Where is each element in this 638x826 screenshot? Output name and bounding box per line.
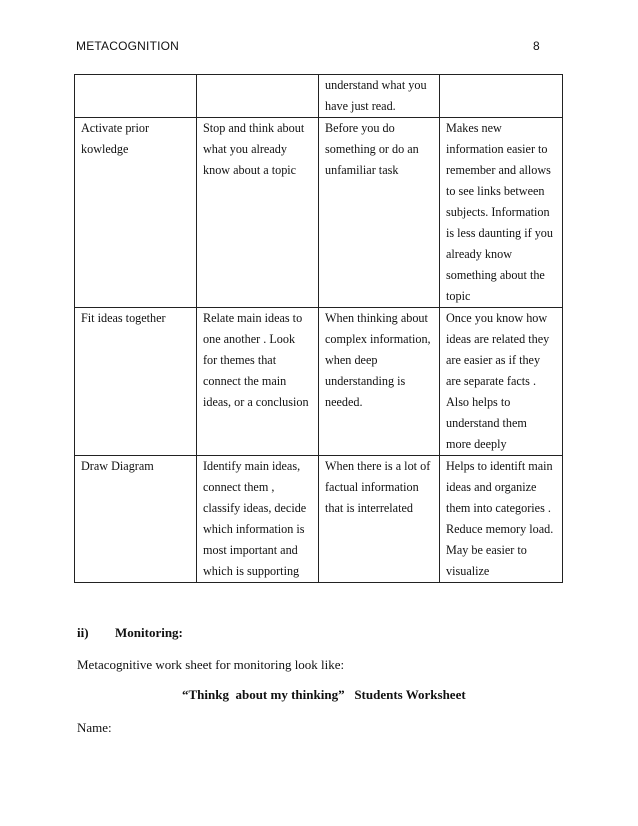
cell-line: Makes new bbox=[446, 121, 502, 135]
cell-line: is less daunting if you bbox=[446, 226, 553, 240]
cell-line: information easier to bbox=[446, 142, 548, 156]
table-row bbox=[75, 308, 563, 456]
table-cell bbox=[319, 456, 440, 583]
table-cell bbox=[319, 308, 440, 456]
cell-line: unfamiliar task bbox=[325, 163, 399, 177]
section-title: Monitoring: bbox=[115, 625, 183, 640]
table-cell bbox=[440, 118, 563, 308]
cell-line: understanding is bbox=[325, 374, 406, 388]
cell-line: ideas, or a conclusion bbox=[203, 395, 309, 409]
cell-line: something or do an bbox=[325, 142, 419, 156]
table-cell bbox=[75, 75, 197, 118]
cell-line: something about the bbox=[446, 268, 545, 282]
cell-line: what you already bbox=[203, 142, 287, 156]
cell-line: already know bbox=[446, 247, 512, 261]
table-cell bbox=[197, 308, 319, 456]
table-cell bbox=[440, 456, 563, 583]
cell-line: are separate facts . bbox=[446, 374, 536, 388]
table-cell bbox=[75, 456, 197, 583]
cell-line: subjects. Information bbox=[446, 205, 550, 219]
page-number: 8 bbox=[533, 39, 540, 53]
cell-line: Identify main ideas, bbox=[203, 459, 301, 473]
table-cell bbox=[440, 308, 563, 456]
cell-line: Activate prior bbox=[81, 121, 150, 135]
cell-line: Helps to identift main bbox=[446, 459, 553, 473]
table-row bbox=[75, 118, 563, 308]
table-cell bbox=[197, 75, 319, 118]
cell-line: most important and bbox=[203, 543, 298, 557]
table-cell bbox=[197, 456, 319, 583]
running-head: METACOGNITION bbox=[76, 39, 180, 53]
cell-line: are easier as if they bbox=[446, 353, 541, 367]
cell-line: kowledge bbox=[81, 142, 129, 156]
cell-line: complex information, bbox=[325, 332, 431, 346]
table-cell bbox=[319, 118, 440, 308]
cell-line: classify ideas, decide bbox=[203, 501, 307, 515]
cell-line: factual information bbox=[325, 480, 419, 494]
cell-line: understand them bbox=[446, 416, 527, 430]
cell-line: know about a topic bbox=[203, 163, 297, 177]
strategies-table bbox=[74, 74, 563, 583]
cell-line: visualize bbox=[446, 564, 490, 578]
section-number: ii) bbox=[77, 625, 89, 640]
table-cell bbox=[75, 308, 197, 456]
cell-line: remember and allows bbox=[446, 163, 551, 177]
name-label: Name: bbox=[77, 720, 112, 735]
cell-line: When there is a lot of bbox=[325, 459, 431, 473]
table-row bbox=[75, 456, 563, 583]
table-cell bbox=[197, 118, 319, 308]
table-cell bbox=[319, 75, 440, 118]
table-row bbox=[75, 75, 563, 118]
cell-line: When thinking about bbox=[325, 311, 428, 325]
cell-line: which is supporting bbox=[203, 564, 300, 578]
cell-line: one another . Look bbox=[203, 332, 296, 346]
table-cell bbox=[75, 118, 197, 308]
cell-line: to see links between bbox=[446, 184, 545, 198]
cell-line: Reduce memory load. bbox=[446, 522, 554, 536]
cell-line: Before you do bbox=[325, 121, 395, 135]
cell-line: needed. bbox=[325, 395, 363, 409]
cell-line: ideas and organize bbox=[446, 480, 537, 494]
table-cell bbox=[440, 75, 563, 118]
worksheet-title: “Thinkg about my thinking” Students Worksheet bbox=[182, 687, 466, 702]
cell-line: when deep bbox=[325, 353, 378, 367]
cell-line: connect them , bbox=[203, 480, 275, 494]
cell-line: which information is bbox=[203, 522, 305, 536]
cell-line: Also helps to bbox=[446, 395, 511, 409]
cell-line: for themes that bbox=[203, 353, 277, 367]
cell-line: that is interrelated bbox=[325, 501, 413, 515]
cell-line: ideas are related they bbox=[446, 332, 550, 346]
cell-line: more deeply bbox=[446, 437, 507, 451]
cell-line: Relate main ideas to bbox=[203, 311, 303, 325]
cell-line: have just read. bbox=[325, 99, 396, 113]
cell-line: them into categories . bbox=[446, 501, 551, 515]
cell-line: Once you know how bbox=[446, 311, 548, 325]
cell-line: topic bbox=[446, 289, 471, 303]
cell-line: Draw Diagram bbox=[81, 459, 154, 473]
cell-line: connect the main bbox=[203, 374, 287, 388]
cell-line: Fit ideas together bbox=[81, 311, 166, 325]
cell-line: May be easier to bbox=[446, 543, 527, 557]
section-heading bbox=[77, 625, 183, 641]
cell-line: Stop and think about bbox=[203, 121, 305, 135]
intro-text: Metacognitive work sheet for monitoring look like: bbox=[77, 657, 345, 672]
cell-line: understand what you bbox=[325, 78, 427, 92]
